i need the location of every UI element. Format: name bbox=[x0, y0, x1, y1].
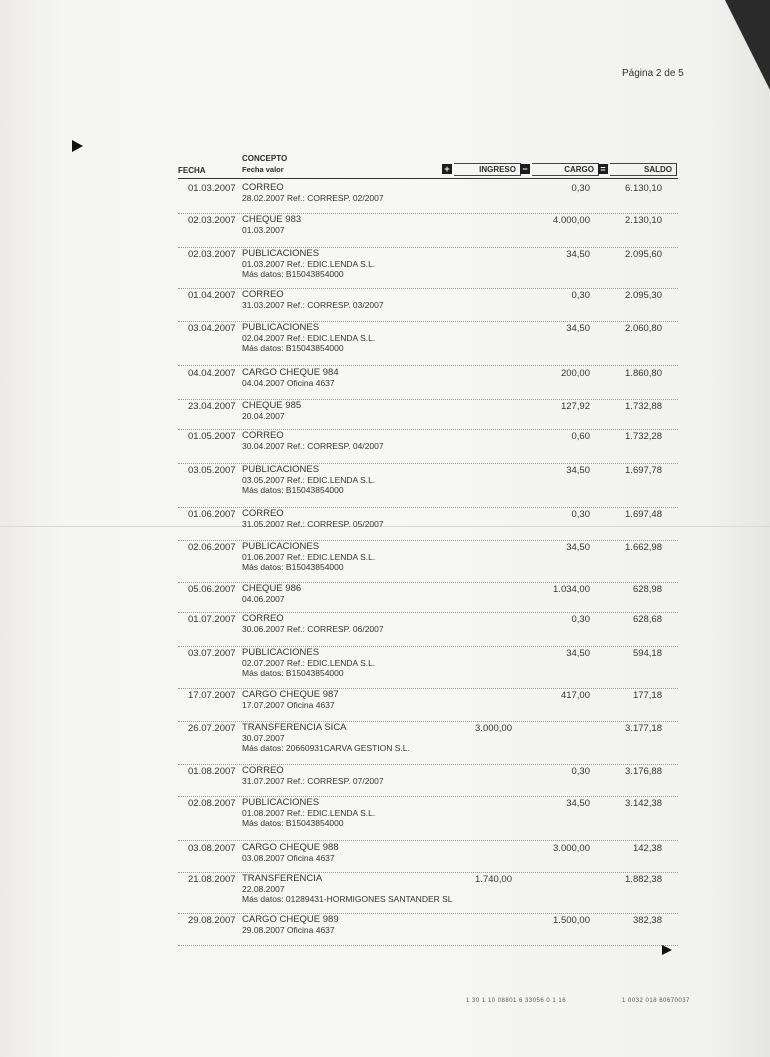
row-concepto bbox=[242, 465, 375, 495]
row-cargo: 0,60 bbox=[571, 431, 590, 442]
row-saldo: 2.060,80 bbox=[625, 323, 662, 334]
row-concepto-title: CORREO bbox=[242, 430, 284, 441]
row-saldo: 177,18 bbox=[632, 690, 662, 701]
row-concepto-detail: 31.07.2007 Ref.: CORRESP. 07/2007 bbox=[242, 776, 384, 786]
row-concepto-extra: Más datos: B15043854000 bbox=[242, 818, 344, 828]
row-saldo: 1.882,38 bbox=[625, 874, 662, 885]
footer-code-right: 1 0032 018 60670037 bbox=[622, 998, 690, 1004]
row-concepto-extra: Más datos: B15043854000 bbox=[242, 269, 344, 279]
row-concepto-detail: 20.04.2007 bbox=[242, 411, 285, 421]
row-concepto-extra: Más datos: B15043854000 bbox=[242, 668, 344, 678]
row-saldo: 628,98 bbox=[632, 584, 662, 595]
row-cargo: 0,30 bbox=[571, 183, 590, 194]
row-fecha: 01.07.2007 bbox=[188, 614, 236, 625]
row-concepto-title: PUBLICACIONES bbox=[242, 647, 320, 658]
table-row bbox=[178, 798, 678, 841]
row-concepto-title: CHEQUE 985 bbox=[242, 400, 302, 411]
row-concepto-title: CORREO bbox=[242, 508, 284, 519]
row-concepto-title: CORREO bbox=[242, 182, 284, 193]
row-cargo: 1.034,00 bbox=[553, 584, 590, 595]
row-fecha: 26.07.2007 bbox=[188, 723, 236, 734]
row-concepto-extra: Más datos: B15043854000 bbox=[242, 485, 344, 495]
row-saldo: 2.095,30 bbox=[625, 290, 662, 301]
row-concepto-detail: 17.07.2007 Oficina 4637 bbox=[242, 700, 335, 710]
row-concepto-title: PUBLICACIONES bbox=[242, 464, 320, 475]
row-concepto bbox=[242, 843, 339, 863]
row-concepto bbox=[242, 215, 301, 235]
row-cargo: 34,50 bbox=[566, 465, 590, 476]
page-number: Página 2 de 5 bbox=[622, 68, 684, 79]
row-fecha: 03.07.2007 bbox=[188, 648, 236, 659]
row-concepto-detail: 31.03.2007 Ref.: CORRESP. 03/2007 bbox=[242, 300, 384, 310]
row-concepto-title: CHEQUE 986 bbox=[242, 583, 302, 594]
footer-code-left: 1 30 1 10 08801 6 33056 0 1 16 bbox=[466, 998, 567, 1004]
row-saldo: 594,18 bbox=[632, 648, 662, 659]
row-cargo: 0,30 bbox=[571, 509, 590, 520]
row-concepto-title: CARGO CHEQUE 988 bbox=[242, 842, 339, 853]
table-row bbox=[178, 368, 678, 400]
row-concepto-detail: 01.06.2007 Ref.: EDIC.LENDA S.L. bbox=[242, 552, 376, 562]
row-concepto-detail: 03.08.2007 Oficina 4637 bbox=[242, 853, 335, 863]
table-row bbox=[178, 509, 678, 541]
row-concepto-title: TRANSFERENCIA SICA bbox=[242, 722, 347, 733]
row-cargo: 34,50 bbox=[566, 798, 590, 809]
row-concepto-detail: 28.02.2007 Ref.: CORRESP. 02/2007 bbox=[242, 193, 384, 203]
row-fecha: 02.06.2007 bbox=[188, 542, 236, 553]
row-concepto-title: PUBLICACIONES bbox=[242, 797, 320, 808]
row-saldo: 382,38 bbox=[632, 915, 662, 926]
row-concepto bbox=[242, 323, 375, 353]
row-fecha: 01.05.2007 bbox=[188, 431, 236, 442]
row-saldo: 3.177,18 bbox=[625, 723, 662, 734]
row-saldo: 2.095,60 bbox=[625, 249, 662, 260]
row-saldo: 6.130,10 bbox=[625, 183, 662, 194]
row-concepto-title: PUBLICACIONES bbox=[242, 322, 320, 333]
equals-icon: = bbox=[598, 164, 608, 174]
header-saldo: SALDO bbox=[610, 163, 677, 176]
row-concepto-detail: 02.04.2007 Ref.: EDIC.LENDA S.L. bbox=[242, 333, 376, 343]
row-cargo: 4.000,00 bbox=[553, 215, 590, 226]
row-saldo: 1.732,88 bbox=[625, 401, 662, 412]
row-concepto bbox=[242, 614, 384, 634]
table-row bbox=[178, 401, 678, 430]
row-concepto bbox=[242, 690, 339, 710]
row-concepto-detail: 04.04.2007 Oficina 4637 bbox=[242, 378, 335, 388]
header-concepto: CONCEPTO bbox=[242, 154, 288, 163]
row-concepto-title: CORREO bbox=[242, 613, 284, 624]
table-row bbox=[178, 249, 678, 289]
row-concepto bbox=[242, 874, 453, 904]
table-row bbox=[178, 723, 678, 765]
header-cargo: CARGO bbox=[532, 163, 599, 176]
row-concepto-detail: 04.06.2007 bbox=[242, 594, 285, 604]
row-fecha: 17.07.2007 bbox=[188, 690, 236, 701]
plus-icon: + bbox=[442, 164, 452, 174]
header-fecha-valor: Fecha valor bbox=[242, 165, 284, 174]
row-fecha: 01.08.2007 bbox=[188, 766, 236, 777]
row-ingreso: 3.000,00 bbox=[475, 723, 512, 734]
row-concepto-extra: Más datos: B15043854000 bbox=[242, 343, 344, 353]
row-fecha: 03.05.2007 bbox=[188, 465, 236, 476]
row-concepto bbox=[242, 723, 410, 753]
row-concepto-detail: 31.05.2007 Ref.: CORRESP. 05/2007 bbox=[242, 519, 384, 529]
continue-arrow-icon bbox=[662, 945, 672, 955]
row-fecha: 23.04.2007 bbox=[188, 401, 236, 412]
row-saldo: 3.142,38 bbox=[625, 798, 662, 809]
row-cargo: 1.500,00 bbox=[553, 915, 590, 926]
table-row bbox=[178, 766, 678, 797]
row-cargo: 0,30 bbox=[571, 766, 590, 777]
row-saldo: 1.860,80 bbox=[625, 368, 662, 379]
row-concepto bbox=[242, 542, 375, 572]
table-row bbox=[178, 323, 678, 366]
row-concepto-detail: 01.08.2007 Ref.: EDIC.LENDA S.L. bbox=[242, 808, 376, 818]
table-row bbox=[178, 915, 678, 946]
row-concepto bbox=[242, 183, 384, 203]
row-fecha: 04.04.2007 bbox=[188, 368, 236, 379]
row-fecha: 05.06.2007 bbox=[188, 584, 236, 595]
row-concepto-detail: 02.07.2007 Ref.: EDIC.LENDA S.L. bbox=[242, 658, 376, 668]
row-cargo: 34,50 bbox=[566, 542, 590, 553]
table-row bbox=[178, 584, 678, 613]
row-fecha: 01.04.2007 bbox=[188, 290, 236, 301]
row-concepto-title: PUBLICACIONES bbox=[242, 541, 320, 552]
row-ingreso: 1.740,00 bbox=[475, 874, 512, 885]
table-row bbox=[178, 843, 678, 873]
row-concepto-detail: 03.05.2007 Ref.: EDIC.LENDA S.L. bbox=[242, 475, 376, 485]
row-concepto bbox=[242, 368, 339, 388]
row-cargo: 200,00 bbox=[560, 368, 590, 379]
row-saldo: 1.697,78 bbox=[625, 465, 662, 476]
row-concepto-title: TRANSFERENCIA bbox=[242, 873, 323, 884]
row-fecha: 02.08.2007 bbox=[188, 798, 236, 809]
row-cargo: 417,00 bbox=[560, 690, 590, 701]
row-concepto-title: CARGO CHEQUE 989 bbox=[242, 914, 339, 925]
row-saldo: 628,68 bbox=[632, 614, 662, 625]
row-fecha: 21.08.2007 bbox=[188, 874, 236, 885]
row-fecha: 02.03.2007 bbox=[188, 215, 236, 226]
row-concepto bbox=[242, 766, 384, 786]
row-concepto-title: PUBLICACIONES bbox=[242, 248, 320, 259]
row-fecha: 01.03.2007 bbox=[188, 183, 236, 194]
row-cargo: 34,50 bbox=[566, 323, 590, 334]
table-row bbox=[178, 648, 678, 689]
row-fecha: 03.08.2007 bbox=[188, 843, 236, 854]
row-concepto bbox=[242, 290, 384, 310]
table-row bbox=[178, 215, 678, 248]
row-cargo: 0,30 bbox=[571, 290, 590, 301]
table-row bbox=[178, 431, 678, 464]
row-concepto-title: CORREO bbox=[242, 765, 284, 776]
row-saldo: 3.176,88 bbox=[625, 766, 662, 777]
row-cargo: 34,50 bbox=[566, 249, 590, 260]
row-concepto bbox=[242, 648, 375, 678]
row-concepto-detail: 30.04.2007 Ref.: CORRESP. 04/2007 bbox=[242, 441, 384, 451]
row-concepto bbox=[242, 584, 301, 604]
row-concepto bbox=[242, 915, 339, 935]
row-saldo: 1.662,98 bbox=[625, 542, 662, 553]
row-concepto bbox=[242, 798, 375, 828]
row-concepto bbox=[242, 431, 384, 451]
row-concepto-title: CHEQUE 983 bbox=[242, 214, 302, 225]
row-cargo: 34,50 bbox=[566, 648, 590, 659]
row-saldo: 142,38 bbox=[632, 843, 662, 854]
row-concepto-extra: Más datos: 01289431-HORMIGONES SANTANDER SL bbox=[242, 894, 453, 904]
header-fecha: FECHA bbox=[178, 166, 206, 175]
row-saldo: 2.130,10 bbox=[625, 215, 662, 226]
row-concepto-extra: Más datos: 20660931CARVA GESTION S.L. bbox=[242, 743, 410, 753]
row-concepto bbox=[242, 509, 384, 529]
row-concepto-detail: 29.08.2007 Oficina 4637 bbox=[242, 925, 335, 935]
header-ingreso: INGRESO bbox=[454, 163, 521, 176]
table-row bbox=[178, 690, 678, 722]
row-concepto-detail: 01.03.2007 Ref.: EDIC.LENDA S.L. bbox=[242, 259, 376, 269]
row-fecha: 03.04.2007 bbox=[188, 323, 236, 334]
row-concepto-extra: Más datos: B15043854000 bbox=[242, 562, 344, 572]
row-concepto-detail: 30.06.2007 Ref.: CORRESP. 06/2007 bbox=[242, 624, 384, 634]
row-concepto-title: CARGO CHEQUE 984 bbox=[242, 367, 339, 378]
row-saldo: 1.732,28 bbox=[625, 431, 662, 442]
row-cargo: 0,30 bbox=[571, 614, 590, 625]
row-concepto-detail: 30.07.2007 bbox=[242, 733, 285, 743]
row-cargo: 127,92 bbox=[560, 401, 590, 412]
table-row bbox=[178, 183, 678, 214]
table-row bbox=[178, 542, 678, 583]
row-concepto-title: CORREO bbox=[242, 289, 284, 300]
table-row bbox=[178, 874, 678, 914]
row-concepto-detail: 22.08.2007 bbox=[242, 884, 285, 894]
side-arrow-icon bbox=[72, 140, 83, 152]
row-fecha: 02.03.2007 bbox=[188, 249, 236, 260]
row-concepto-detail: 01.03.2007 bbox=[242, 225, 285, 235]
row-saldo: 1.697,48 bbox=[625, 509, 662, 520]
row-cargo: 3.000,00 bbox=[553, 843, 590, 854]
page-corner-fold bbox=[725, 0, 770, 90]
row-concepto bbox=[242, 401, 301, 421]
minus-icon: − bbox=[520, 164, 530, 174]
row-fecha: 29.08.2007 bbox=[188, 915, 236, 926]
table-header bbox=[178, 154, 678, 179]
row-concepto-title: CARGO CHEQUE 987 bbox=[242, 689, 339, 700]
table-row bbox=[178, 614, 678, 647]
row-concepto bbox=[242, 249, 375, 279]
table-row bbox=[178, 465, 678, 508]
row-fecha: 01.06.2007 bbox=[188, 509, 236, 520]
table-row bbox=[178, 290, 678, 322]
